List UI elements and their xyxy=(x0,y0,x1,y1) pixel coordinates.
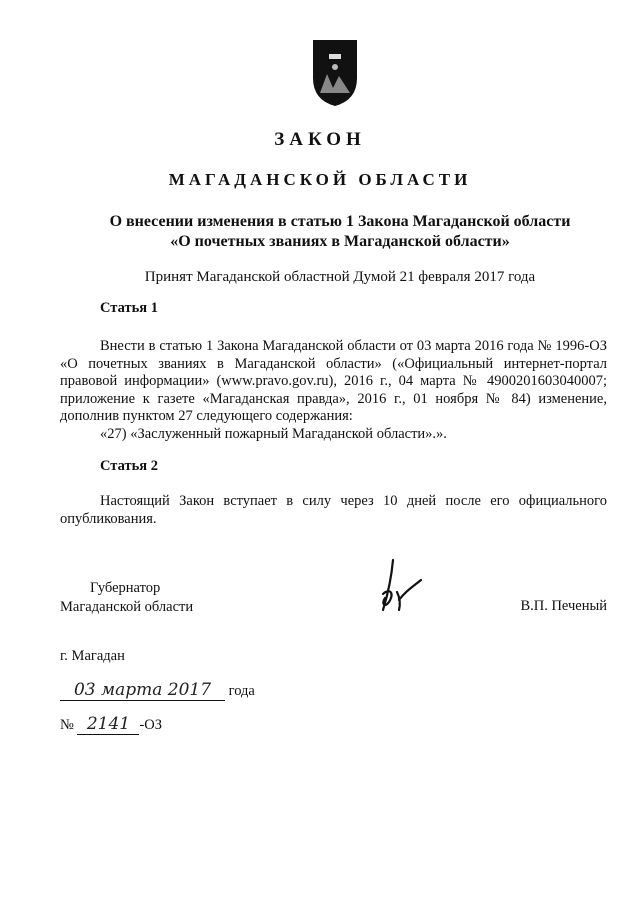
date-handwritten: 03 марта 2017 xyxy=(60,680,225,701)
article1-item: «27) «Заслуженный пожарный Магаданской области».». xyxy=(100,425,447,442)
magadan-coat-of-arms-icon xyxy=(305,38,365,108)
document-title: ЗАКОН xyxy=(274,129,366,150)
number-prefix: № xyxy=(60,717,74,733)
article1-text: Внести в статью 1 Закона Магаданской области от 03 марта 2016 года № 1996-ОЗ «О почетных званиях в Магаданской области» («Официальный интернет-портал правовой информации» (www.pravo.gov.ru), 2016 г., 04 марта № 4900201603040007; приложение к газете «Магаданская правда», 2016 г., 01 ноября № 84) изменение, дополнив пунктом 27 следующего содержания: xyxy=(60,338,607,424)
date-suffix: года xyxy=(228,683,255,699)
article2-text: Настоящий Закон вступает в силу через 10 дней после его официального опубликования. xyxy=(60,493,607,527)
signatory-position xyxy=(60,579,193,617)
article1-body xyxy=(60,338,607,443)
article1-heading: Статья 1 xyxy=(100,300,158,316)
document-region: МАГАДАНСКОЙ ОБЛАСТИ xyxy=(168,170,472,189)
signatory-name: В.П. Печеный xyxy=(520,598,607,614)
city: г. Магадан xyxy=(60,648,125,664)
number-suffix: -ОЗ xyxy=(139,717,163,733)
article2-body xyxy=(60,493,607,528)
adoption-note: Принят Магаданской областной Думой 21 февраля 2017 года xyxy=(144,269,536,285)
enactment-date xyxy=(60,680,255,701)
handwritten-signature xyxy=(365,552,435,622)
law-subject-line2: «О почетных званиях в Магаданской области» xyxy=(170,233,510,250)
position-line1: Губернатор xyxy=(90,580,161,596)
position-line2: Магаданской области xyxy=(60,599,194,615)
number-handwritten: 2141 xyxy=(77,714,139,735)
law-number xyxy=(60,714,162,735)
law-subject xyxy=(40,212,640,252)
law-subject-line1: О внесении изменения в статью 1 Закона Магаданской области xyxy=(109,213,571,230)
article2-heading: Статья 2 xyxy=(100,458,158,474)
